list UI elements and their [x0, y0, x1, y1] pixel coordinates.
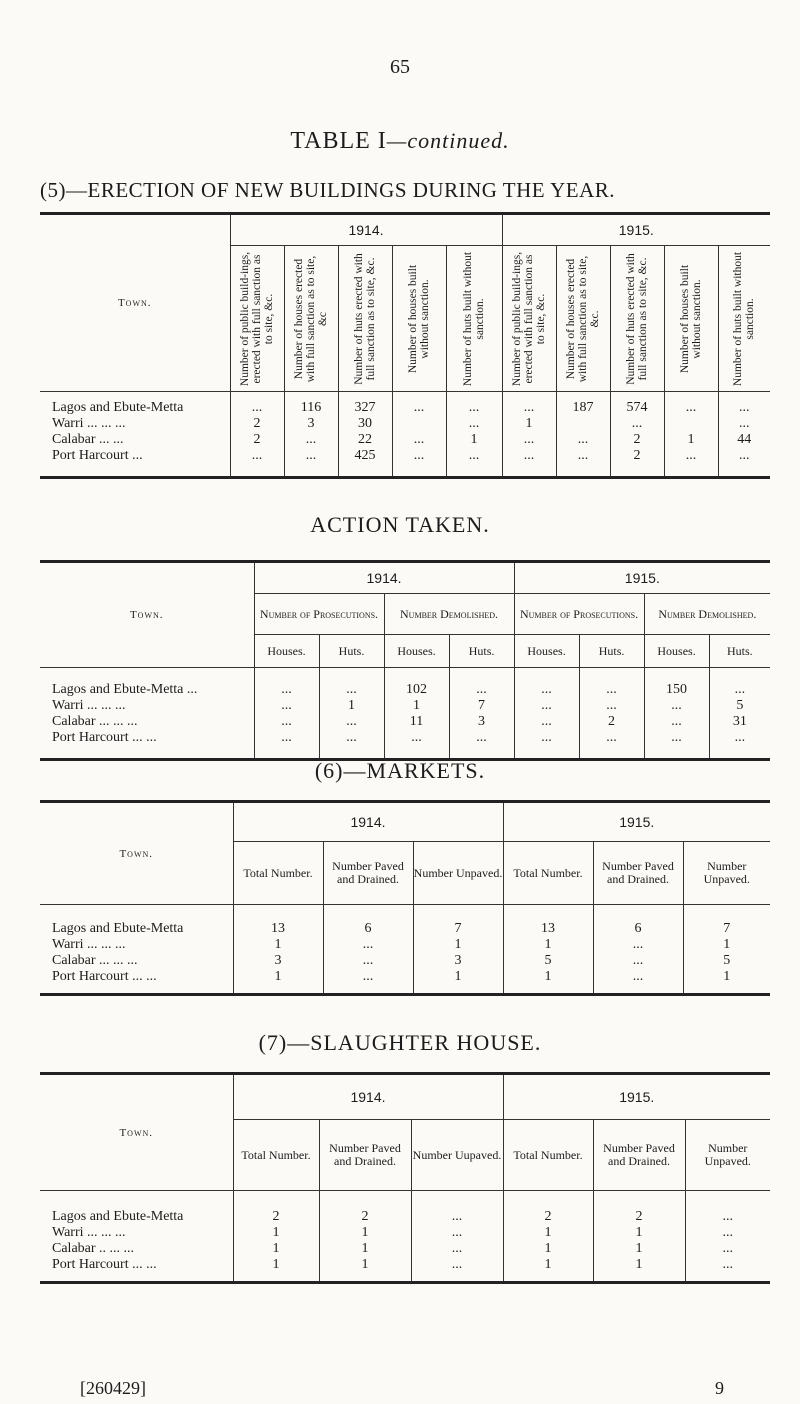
year-1915-header: 1915. — [503, 1074, 770, 1120]
cell: ... — [446, 416, 502, 432]
col-huts-unsanctioned-1915: Number of huts built without sanction. — [732, 251, 757, 386]
table-row — [40, 682, 770, 698]
table-row — [40, 698, 770, 714]
row-town: Lagos and Ebute-Metta ... — [52, 682, 198, 697]
subcol-huts: Huts. — [449, 635, 514, 668]
cell: ... — [644, 714, 709, 730]
year-1914-header: 1914. — [254, 562, 514, 594]
table-row — [40, 1241, 770, 1257]
cell: 2 — [610, 432, 664, 448]
cell: ... — [514, 714, 579, 730]
cell: ... — [644, 698, 709, 714]
subcol-huts: Huts. — [319, 635, 384, 668]
cell: 1 — [683, 969, 770, 985]
cell: ... — [514, 682, 579, 698]
cell: ... — [449, 730, 514, 746]
cell: ... — [685, 1241, 770, 1257]
year-1914-header: 1914. — [230, 214, 502, 246]
col-houses-sanctioned-1915: Number of houses erected with full sanction as to site, &c. — [565, 255, 602, 382]
table-row — [40, 448, 770, 464]
cell: 102 — [384, 682, 449, 698]
print-code: [260429] — [80, 1378, 146, 1398]
col-huts-sanctioned-1915: Number of huts erected with full sanction as to site, &c. — [625, 252, 650, 385]
cell: ... — [644, 730, 709, 746]
cell: ... — [284, 448, 338, 464]
row-town: Warri ... ... ... — [52, 698, 126, 713]
cell: 1 — [502, 416, 556, 432]
col-huts-unsanctioned-1914: Number of huts built without sanction. — [462, 251, 487, 386]
cell: 5 — [503, 953, 593, 969]
table-title — [0, 128, 800, 155]
year-1915-header: 1915. — [514, 562, 770, 594]
cell: ... — [323, 969, 413, 985]
cell: 327 — [338, 400, 392, 416]
year-1914-header: 1914. — [233, 1074, 503, 1120]
cell: 31 — [709, 714, 770, 730]
cell: 1 — [233, 969, 323, 985]
cell: 2 — [503, 1209, 593, 1225]
cell: 3 — [284, 416, 338, 432]
row-town: Warri ... ... ... — [52, 1225, 126, 1240]
cell: 3 — [413, 953, 503, 969]
row-town: Calabar ... ... ... — [52, 714, 138, 729]
cell: 7 — [449, 698, 514, 714]
row-town: Lagos and Ebute-Metta — [52, 1209, 184, 1224]
cell — [392, 416, 446, 432]
col-houses-unsanctioned-1915: Number of houses built without sanction. — [679, 264, 704, 373]
year-1915-header: 1915. — [503, 802, 770, 842]
cell: 1 — [593, 1241, 685, 1257]
table-row — [40, 921, 770, 937]
cell: ... — [579, 698, 644, 714]
cell: ... — [593, 953, 683, 969]
cell: 13 — [503, 921, 593, 937]
cell: 3 — [449, 714, 514, 730]
cell: ... — [446, 400, 502, 416]
cell: ... — [579, 730, 644, 746]
table-row — [40, 1209, 770, 1225]
subcol-total-number: Total Number. — [503, 1120, 593, 1191]
cell: ... — [593, 937, 683, 953]
cell: 1 — [384, 698, 449, 714]
row-town: Warri ... ... ... — [52, 416, 126, 431]
cell: ... — [446, 448, 502, 464]
cell: ... — [579, 682, 644, 698]
subcol-total-number: Total Number. — [233, 842, 323, 905]
cell: ... — [502, 448, 556, 464]
row-town: Port Harcourt ... ... — [52, 969, 157, 984]
cell: 1 — [233, 937, 323, 953]
year-1914-header: 1914. — [233, 802, 503, 842]
cell: 1 — [503, 1241, 593, 1257]
cell: 2 — [233, 1209, 319, 1225]
cell: 1 — [593, 1257, 685, 1273]
col-houses-sanctioned-1914: Number of houses erected with full sanction as to site, &c — [293, 255, 329, 382]
cell: 5 — [709, 698, 770, 714]
cell: ... — [610, 416, 664, 432]
table-row — [40, 416, 770, 432]
table-row — [40, 400, 770, 416]
year-1915-header: 1915. — [502, 214, 770, 246]
cell: ... — [502, 432, 556, 448]
row-town: Port Harcourt ... ... — [52, 730, 157, 745]
slaughter-house-heading: (7)—SLAUGHTER HOUSE. — [258, 1030, 542, 1055]
cell: 1 — [593, 1225, 685, 1241]
row-town: Lagos and Ebute-Metta — [52, 921, 184, 936]
cell: ... — [411, 1225, 503, 1241]
subcol-houses: Houses. — [384, 635, 449, 668]
cell: 150 — [644, 682, 709, 698]
signature-number: 9 — [715, 1378, 724, 1398]
town-header: Town. — [40, 214, 230, 392]
markets-heading: (6)—MARKETS. — [314, 758, 486, 783]
cell: 574 — [610, 400, 664, 416]
cell: 13 — [233, 921, 323, 937]
cell: ... — [685, 1225, 770, 1241]
cell: ... — [718, 448, 770, 464]
cell: 6 — [593, 921, 683, 937]
table-title-suffix: —continued. — [386, 128, 510, 153]
cell: 2 — [319, 1209, 411, 1225]
cell: 1 — [319, 1241, 411, 1257]
cell: ... — [323, 937, 413, 953]
row-town: Calabar .. ... ... — [52, 1241, 135, 1256]
cell: 7 — [413, 921, 503, 937]
cell: ... — [514, 730, 579, 746]
row-town: Calabar ... ... — [52, 432, 124, 447]
cell: 1 — [503, 937, 593, 953]
cell: 2 — [610, 448, 664, 464]
action-taken-table — [40, 560, 770, 761]
cell: 187 — [556, 400, 610, 416]
cell: 116 — [284, 400, 338, 416]
cell: 1 — [233, 1225, 319, 1241]
row-town: Calabar ... ... ... — [52, 953, 138, 968]
cell: 425 — [338, 448, 392, 464]
subcol-unpaved: Number Uupaved. — [411, 1120, 503, 1191]
row-town: Warri ... ... ... — [52, 937, 126, 952]
cell — [664, 416, 718, 432]
cell: ... — [254, 682, 319, 698]
page-number: 65 — [390, 56, 410, 78]
row-town: Port Harcourt ... — [52, 448, 143, 463]
town-header: Town. — [40, 1074, 233, 1191]
cell: 5 — [683, 953, 770, 969]
cell: 2 — [593, 1209, 685, 1225]
town-header: Town. — [40, 562, 254, 668]
cell: ... — [323, 953, 413, 969]
cell: ... — [319, 682, 384, 698]
subcol-unpaved: Number Unpaved. — [413, 842, 503, 905]
cell: ... — [384, 730, 449, 746]
subcol-paved-drained: Number Paved and Drained. — [593, 842, 683, 905]
cell: 1 — [503, 1257, 593, 1273]
cell: ... — [319, 730, 384, 746]
cell: ... — [514, 698, 579, 714]
cell: ... — [449, 682, 514, 698]
cell: ... — [685, 1257, 770, 1273]
cell: 6 — [323, 921, 413, 937]
section-5-heading: (5)—ERECTION OF NEW BUILDINGS DURING THE YEAR. — [40, 178, 615, 202]
cell: ... — [556, 448, 610, 464]
subcol-huts: Huts. — [579, 635, 644, 668]
cell: 2 — [579, 714, 644, 730]
cell: 44 — [718, 432, 770, 448]
col-public-buildings-1915: Number of public build-ings, erected with full sanction as to site, &c. — [511, 251, 548, 386]
cell: ... — [411, 1241, 503, 1257]
cell: ... — [502, 400, 556, 416]
group-demolished-1915: Number Demolished. — [644, 594, 770, 635]
group-prosecutions-1914: Number of Prosecutions. — [254, 594, 384, 635]
cell: 1 — [319, 698, 384, 714]
cell: 1 — [664, 432, 718, 448]
cell: ... — [254, 730, 319, 746]
table-row — [40, 953, 770, 969]
cell: 1 — [503, 969, 593, 985]
cell: ... — [284, 432, 338, 448]
subcol-houses: Houses. — [514, 635, 579, 668]
table-row — [40, 1225, 770, 1241]
row-town: Lagos and Ebute-Metta — [52, 400, 184, 415]
cell: ... — [709, 682, 770, 698]
cell: ... — [664, 400, 718, 416]
town-header: Town. — [40, 802, 233, 905]
cell: ... — [411, 1209, 503, 1225]
cell: 1 — [503, 1225, 593, 1241]
subcol-total-number: Total Number. — [503, 842, 593, 905]
cell: 22 — [338, 432, 392, 448]
cell: ... — [411, 1257, 503, 1273]
group-prosecutions-1915: Number of Prosecutions. — [514, 594, 644, 635]
cell: 3 — [233, 953, 323, 969]
table-row — [40, 1257, 770, 1273]
cell: 1 — [683, 937, 770, 953]
col-huts-sanctioned-1914: Number of huts erected with full sanction as to site, &c. — [353, 252, 377, 385]
cell: 7 — [683, 921, 770, 937]
cell — [556, 416, 610, 432]
cell: ... — [392, 400, 446, 416]
cell: 2 — [230, 432, 284, 448]
table-row — [40, 730, 770, 746]
group-demolished-1914: Number Demolished. — [384, 594, 514, 635]
subcol-unpaved: Number Unpaved. — [685, 1120, 770, 1191]
cell: ... — [392, 448, 446, 464]
cell: ... — [664, 448, 718, 464]
cell: 1 — [319, 1257, 411, 1273]
table-row — [40, 432, 770, 448]
subcol-huts: Huts. — [709, 635, 770, 668]
cell: ... — [685, 1209, 770, 1225]
markets-table — [40, 800, 770, 996]
cell: ... — [718, 416, 770, 432]
cell: ... — [319, 714, 384, 730]
cell: ... — [254, 698, 319, 714]
subcol-paved-drained: Number Paved and Drained. — [593, 1120, 685, 1191]
cell: ... — [254, 714, 319, 730]
table-row — [40, 937, 770, 953]
cell: ... — [593, 969, 683, 985]
subcol-paved-drained: Number Paved and Drained. — [319, 1120, 411, 1191]
table-row — [40, 969, 770, 985]
cell: 1 — [319, 1225, 411, 1241]
subcol-paved-drained: Number Paved and Drained. — [323, 842, 413, 905]
subcol-houses: Houses. — [644, 635, 709, 668]
action-taken-heading: ACTION TAKEN. — [310, 512, 490, 537]
table-title-main: TABLE I — [290, 128, 387, 154]
buildings-table — [40, 212, 770, 479]
subcol-total-number: Total Number. — [233, 1120, 319, 1191]
cell: 1 — [233, 1257, 319, 1273]
cell: 1 — [413, 937, 503, 953]
cell: ... — [709, 730, 770, 746]
cell: ... — [718, 400, 770, 416]
cell: ... — [230, 448, 284, 464]
col-houses-unsanctioned-1914: Number of houses built without sanction. — [407, 264, 431, 373]
cell: 1 — [233, 1241, 319, 1257]
slaughter-house-table — [40, 1072, 770, 1284]
table-row — [40, 714, 770, 730]
cell: ... — [556, 432, 610, 448]
subcol-houses: Houses. — [254, 635, 319, 668]
row-town: Port Harcourt ... ... — [52, 1257, 157, 1272]
cell: 1 — [446, 432, 502, 448]
cell: 1 — [413, 969, 503, 985]
cell: ... — [230, 400, 284, 416]
col-public-buildings-1914: Number of public build-ings, erected with full sanction as to site, &c. — [239, 251, 275, 386]
cell: ... — [392, 432, 446, 448]
cell: 30 — [338, 416, 392, 432]
cell: 2 — [230, 416, 284, 432]
subcol-unpaved: Number Unpaved. — [683, 842, 770, 905]
cell: 11 — [384, 714, 449, 730]
